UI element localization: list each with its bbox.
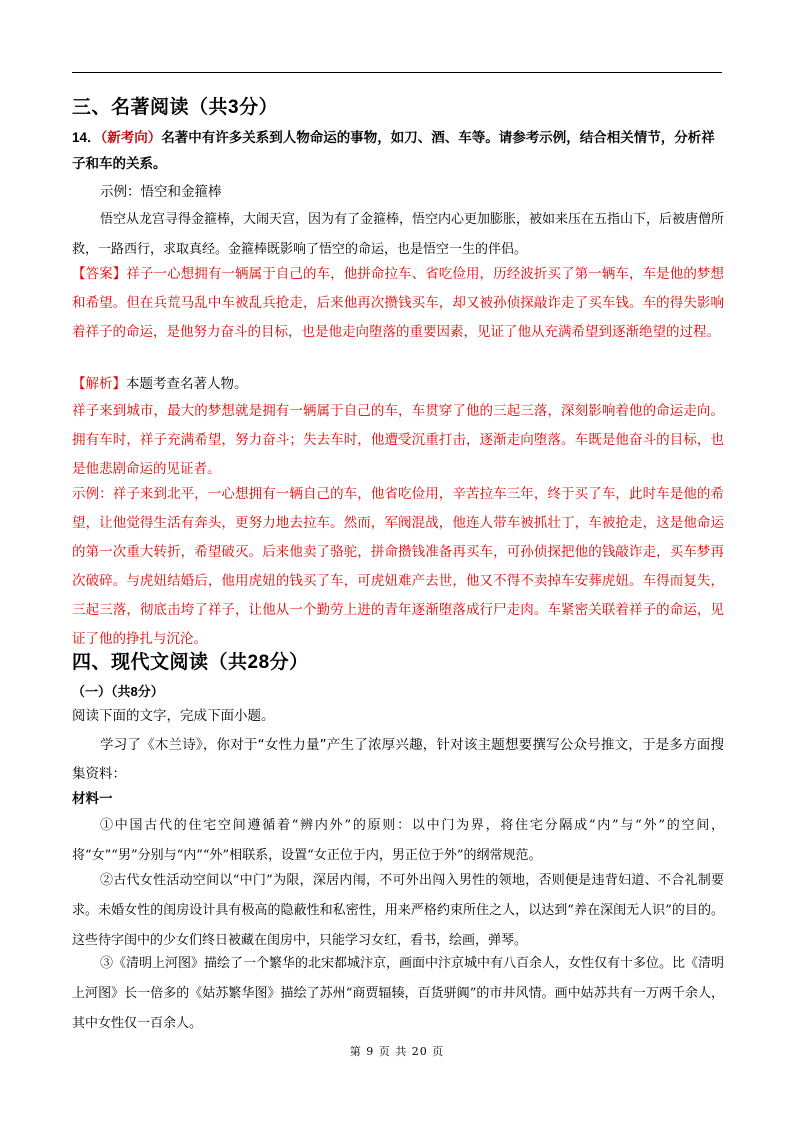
example-label: 示例：悟空和金箍棒	[100, 184, 222, 200]
material-1-paragraph-1: ①中国古代的住宅空间遵循着“辨内外”的原则：以中门为界，将住宅分隔成“内”与“外”的空间，将“女”“男”分别与“内”“外”相联系，设置“女正位于内，男正位于外”的纲常规范。	[72, 818, 724, 863]
instruction: 阅读下面的文字，完成下面小题。	[72, 708, 275, 724]
lead-paragraph: 学习了《木兰诗》，你对于“女性力量”产生了浓厚兴趣，针对该主题想要撰写公众号推文，于是多方面搜集资料：	[72, 737, 724, 782]
new-direction-tag: （新考向）	[100, 130, 162, 146]
question-prompt: 名著中有许多关系到人物命运的事物，如刀、酒、车等。请参考示例，结合相关情节，分析祥子和车的关系。	[72, 130, 715, 172]
answer-text: 祥子一心想拥有一辆属于自己的车，他拼命拉车、省吃俭用，历经波折买了第一辆车，车是他的梦想和希望。但在兵荒马乱中车被乱兵抢走，后来他再次攒钱买车，却又被孙侦探敲诈走了买车钱。车的得失影响着祥子的命运，是他努力奋斗的目标，也是他走向堕落的重要因素，见证了他从充满希望到逐渐绝望的过程。	[72, 266, 725, 340]
section-3-heading: 三、名著阅读（共3分）	[72, 96, 279, 118]
material-1-title: 材料一	[72, 791, 113, 807]
page-footer: 第 9 页 共 20 页	[349, 1045, 445, 1058]
analysis-label: 【解析】	[72, 376, 126, 392]
material-1-paragraph-3: ③《清明上河图》描绘了一个繁华的北宋都城汴京，画面中汴京城中有八百余人，女性仅有十多位。比《清明上河图》长一倍多的《姑苏繁华图》描绘了苏州“商贾辐辏，百货骈阗”的市井风情。画中姑苏共有一万两千余人，其中女性仅一百余人。	[72, 956, 725, 1031]
analysis-paragraph-1: 祥子来到城市，最大的梦想就是拥有一辆属于自己的车，车贯穿了他的三起三落，深刻影响着他的命运走向。拥有车时，祥子充满希望，努力奋斗；失去车时，他遭受沉重打击，逐渐走向堕落。车既是他奋斗的目标，也是他悲剧命运的见证者。	[72, 403, 724, 477]
question-14	[72, 125, 724, 177]
answer-block	[72, 260, 724, 347]
header-rule	[72, 72, 722, 73]
analysis-paragraph-2: 示例：祥子来到北平，一心想拥有一辆自己的车，他省吃俭用，辛苦拉车三年，终于买了车，此时车是他的希望，让他觉得生活有奔头，更努力地去拉车。然而，军阀混战，他连人带车被抓壮丁，车被抢走，这是他命运的第一次重大转折，希望破灭。后来他卖了骆驼，拼命攒钱准备再买车，可孙侦探把他的钱敲诈走，买车梦再次破碎。与虎妞结婚后，他用虎妞的钱买了车，可虎妞难产去世，他又不得不卖掉车安葬虎妞。车得而复失，三起三落，彻底击垮了祥子，让他从一个勤劳上进的青年逐渐堕落成行尸走肉。车紧密关联着祥子的命运，见证了他的挣扎与沉沦。	[72, 486, 724, 647]
analysis-intro: 本题考查名著人物。	[126, 376, 248, 392]
question-number: 14．	[72, 130, 101, 145]
material-1-paragraph-2: ②古代女性活动空间以“中门”为限，深居内闱，不可外出闯入男性的领地，否则便是违背妇道、不合礼制要求。未婚女性的闺房设计具有极高的隐蔽性和私密性，用来严格约束所住之人，以达到“养在深闺无人识”的目的。这些待字闺中的少女们终日被藏在闺房中，只能学习女红，看书，绘画，弹琴。	[72, 873, 724, 948]
analysis-heading	[72, 370, 724, 399]
part-1-label: （一）（共8分）	[72, 684, 164, 700]
example-text: 悟空从龙宫寻得金箍棒，大闹天宫，因为有了金箍棒，悟空内心更加膨胀，被如来压在五指山下，后被唐僧所救，一路西行，求取真经。金箍棒既影响了悟空的命运，也是悟空一生的伴侣。	[72, 212, 725, 257]
answer-label: 【答案】	[72, 266, 127, 282]
section-4-heading: 四、现代文阅读（共28分）	[72, 651, 309, 673]
